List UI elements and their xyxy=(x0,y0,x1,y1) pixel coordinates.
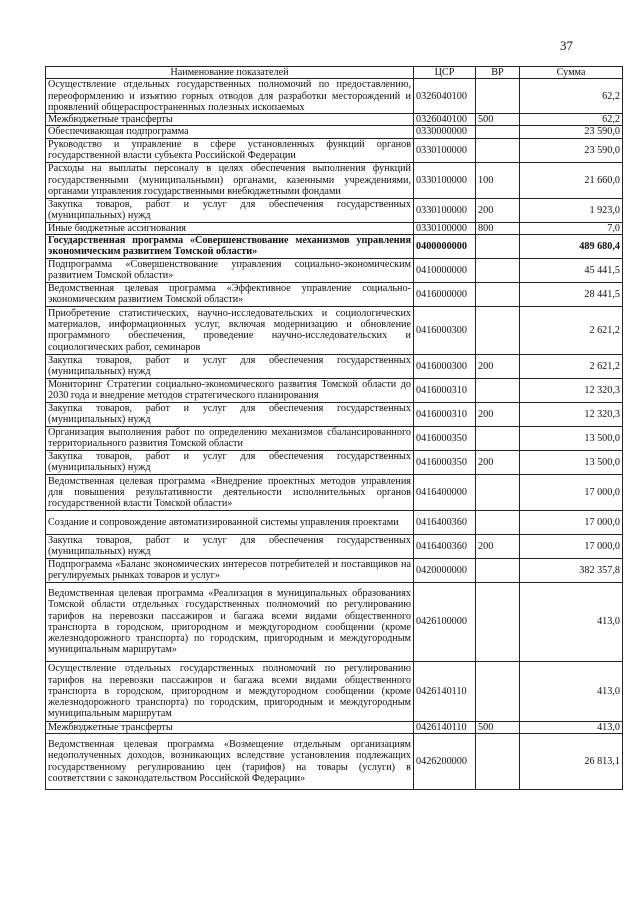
table-row xyxy=(46,162,623,198)
cell-csr: 0416000310 xyxy=(414,378,476,402)
cell-sum: 45 441,5 xyxy=(520,258,623,282)
cell-vr: 500 xyxy=(476,114,520,126)
cell-sum: 2 621,2 xyxy=(520,354,623,378)
cell-csr: 0330100000 xyxy=(414,222,476,234)
cell-sum: 12 320,3 xyxy=(520,402,623,426)
budget-table xyxy=(45,66,623,790)
cell-name: Межбюджетные трансферты xyxy=(46,114,414,126)
cell-vr xyxy=(476,474,520,510)
cell-sum: 382 357,8 xyxy=(520,558,623,582)
cell-vr xyxy=(476,282,520,306)
cell-sum: 17 000,0 xyxy=(520,510,623,534)
cell-vr xyxy=(476,79,520,114)
cell-name: Подпрограмма «Совершенствование управления социально-экономическим развитием Томской области» xyxy=(46,258,414,282)
page-number: 37 xyxy=(560,38,573,53)
cell-csr: 0426140110 xyxy=(414,661,476,721)
cell-sum: 23 590,0 xyxy=(520,126,623,138)
cell-csr: 0416400360 xyxy=(414,510,476,534)
cell-csr: 0426140110 xyxy=(414,721,476,733)
cell-sum: 13 500,0 xyxy=(520,450,623,474)
cell-sum: 489 680,4 xyxy=(520,234,623,258)
table-row xyxy=(46,510,623,534)
cell-sum: 413,0 xyxy=(520,661,623,721)
cell-sum: 13 500,0 xyxy=(520,426,623,450)
cell-sum: 17 000,0 xyxy=(520,474,623,510)
table-row xyxy=(46,582,623,661)
cell-sum: 1 923,0 xyxy=(520,198,623,222)
table-row xyxy=(46,79,623,114)
cell-csr: 0426200000 xyxy=(414,734,476,790)
cell-vr xyxy=(476,378,520,402)
header-csr: ЦСР xyxy=(414,67,476,79)
cell-name: Руководство и управление в сфере установленных функций органов государственной власти субъекта Российской Федерации xyxy=(46,138,414,162)
cell-csr: 0326040100 xyxy=(414,114,476,126)
cell-vr xyxy=(476,582,520,661)
cell-sum: 62,2 xyxy=(520,114,623,126)
cell-name: Закупка товаров, работ и услуг для обеспечения государственных (муниципальных) нужд xyxy=(46,402,414,426)
cell-vr xyxy=(476,306,520,354)
cell-vr: 200 xyxy=(476,402,520,426)
cell-vr xyxy=(476,138,520,162)
cell-vr: 200 xyxy=(476,198,520,222)
cell-sum: 2 621,2 xyxy=(520,306,623,354)
cell-csr: 0326040100 xyxy=(414,79,476,114)
cell-vr: 200 xyxy=(476,354,520,378)
cell-vr: 800 xyxy=(476,222,520,234)
cell-name: Ведомственная целевая программа «Реализация в муниципальных образованиях Томской области отдельных государственных полномочий по регулированию тарифов на перевозки пассажиров и багажа всеми видами общественного транспорта в городском, пригородном и междугородном сообщении (кроме железнодорожного транспорта) по городским, пригородным и междугородным муниципальным маршрутам» xyxy=(46,582,414,661)
cell-vr xyxy=(476,734,520,790)
table-row xyxy=(46,734,623,790)
cell-csr: 0330000000 xyxy=(414,126,476,138)
cell-sum: 62,2 xyxy=(520,79,623,114)
cell-name: Закупка товаров, работ и услуг для обеспечения государственных (муниципальных) нужд xyxy=(46,534,414,558)
cell-sum: 413,0 xyxy=(520,582,623,661)
cell-name: Расходы на выплаты персоналу в целях обеспечения выполнения функций государственными (муниципальными) органами, казенными учреждениями, органами управления государственными внебюджетными фондами xyxy=(46,162,414,198)
table-row xyxy=(46,402,623,426)
cell-name: Закупка товаров, работ и услуг для обеспечения государственных (муниципальных) нужд xyxy=(46,450,414,474)
cell-csr: 0330100000 xyxy=(414,198,476,222)
cell-name: Организация выполнения работ по определению механизмов сбалансированного территориального развития Томской области xyxy=(46,426,414,450)
cell-csr: 0416000310 xyxy=(414,402,476,426)
cell-sum: 12 320,3 xyxy=(520,378,623,402)
cell-sum: 17 000,0 xyxy=(520,534,623,558)
cell-sum: 21 660,0 xyxy=(520,162,623,198)
table-row xyxy=(46,222,623,234)
cell-csr: 0416000350 xyxy=(414,426,476,450)
cell-name: Ведомственная целевая программа «Внедрение проектных методов управления для повышения результативности деятельности исполнительных органов государственной власти Томской области» xyxy=(46,474,414,510)
table-row xyxy=(46,474,623,510)
cell-csr: 0400000000 xyxy=(414,234,476,258)
table-row xyxy=(46,258,623,282)
cell-name: Межбюджетные трансферты xyxy=(46,721,414,733)
cell-vr xyxy=(476,234,520,258)
cell-name: Осуществление отдельных государственных полномочий по регулированию тарифов на перевозки пассажиров и багажа всеми видами общественного транспорта в городском, пригородном и междугородном сообщении (кроме железнодорожного транспорта) по городским, пригородным и междугородным муниципальным маршрутам xyxy=(46,661,414,721)
table-row xyxy=(46,234,623,258)
cell-name: Мониторинг Стратегии социально-экономического развития Томской области до 2030 года и внедрение методов стратегического планирования xyxy=(46,378,414,402)
cell-sum: 413,0 xyxy=(520,721,623,733)
cell-vr: 200 xyxy=(476,534,520,558)
cell-vr xyxy=(476,426,520,450)
cell-name: Государственная программа «Совершенствование механизмов управления экономическим развитием Томской области» xyxy=(46,234,414,258)
cell-name: Подпрограмма «Баланс экономических интересов потребителей и поставщиков на регулируемых рынках товаров и услуг» xyxy=(46,558,414,582)
table-row xyxy=(46,426,623,450)
cell-csr: 0416000300 xyxy=(414,306,476,354)
cell-name: Иные бюджетные ассигнования xyxy=(46,222,414,234)
table-row xyxy=(46,354,623,378)
table-row xyxy=(46,721,623,733)
table-row xyxy=(46,138,623,162)
cell-vr: 500 xyxy=(476,721,520,733)
cell-vr xyxy=(476,661,520,721)
cell-vr xyxy=(476,258,520,282)
table-row xyxy=(46,114,623,126)
table-row xyxy=(46,198,623,222)
cell-name: Ведомственная целевая программа «Эффективное управление социально-экономическим развитием Томской области» xyxy=(46,282,414,306)
header-sum: Сумма xyxy=(520,67,623,79)
table-row xyxy=(46,450,623,474)
cell-name: Создание и сопровождение автоматизированной системы управления проектами xyxy=(46,510,414,534)
cell-name: Осуществление отдельных государственных полномочий по предоставлению, переоформлению и изъятию горных отводов для разработки месторождений и проявлений общераспространенных полезных ископаемых xyxy=(46,79,414,114)
cell-sum: 26 813,1 xyxy=(520,734,623,790)
cell-vr: 100 xyxy=(476,162,520,198)
cell-csr: 0410000000 xyxy=(414,258,476,282)
cell-sum: 23 590,0 xyxy=(520,138,623,162)
table-row xyxy=(46,126,623,138)
cell-name: Ведомственная целевая программа «Возмещение отдельным организациям недополученных доходов, возникающих вследствие установления подлежащих государственному регулированию цен (тарифов) на товары (услуги) в соответствии с законодательством Российской Федерации» xyxy=(46,734,414,790)
cell-csr: 0330100000 xyxy=(414,162,476,198)
cell-csr: 0416400000 xyxy=(414,474,476,510)
cell-csr: 0416400360 xyxy=(414,534,476,558)
table-header-row xyxy=(46,67,623,79)
cell-vr: 200 xyxy=(476,450,520,474)
cell-csr: 0416000000 xyxy=(414,282,476,306)
table-row xyxy=(46,661,623,721)
cell-vr xyxy=(476,510,520,534)
cell-csr: 0420000000 xyxy=(414,558,476,582)
cell-name: Закупка товаров, работ и услуг для обеспечения государственных (муниципальных) нужд xyxy=(46,198,414,222)
table-row xyxy=(46,558,623,582)
cell-csr: 0426100000 xyxy=(414,582,476,661)
cell-name: Приобретение статистических, научно-исследовательских и социологических материалов, информационных услуг, включая модернизацию и обновление программного обеспечения, проведение научно-исследовательских и социологических работ, семинаров xyxy=(46,306,414,354)
cell-name: Обеспечивающая подпрограмма xyxy=(46,126,414,138)
cell-vr xyxy=(476,126,520,138)
table-row xyxy=(46,282,623,306)
cell-csr: 0416000350 xyxy=(414,450,476,474)
table-row xyxy=(46,378,623,402)
cell-csr: 0330100000 xyxy=(414,138,476,162)
table-row xyxy=(46,534,623,558)
cell-sum: 28 441,5 xyxy=(520,282,623,306)
header-name: Наименование показателей xyxy=(46,67,414,79)
cell-vr xyxy=(476,558,520,582)
cell-name: Закупка товаров, работ и услуг для обеспечения государственных (муниципальных) нужд xyxy=(46,354,414,378)
table-row xyxy=(46,306,623,354)
header-vr: ВР xyxy=(476,67,520,79)
cell-sum: 7,0 xyxy=(520,222,623,234)
cell-csr: 0416000300 xyxy=(414,354,476,378)
